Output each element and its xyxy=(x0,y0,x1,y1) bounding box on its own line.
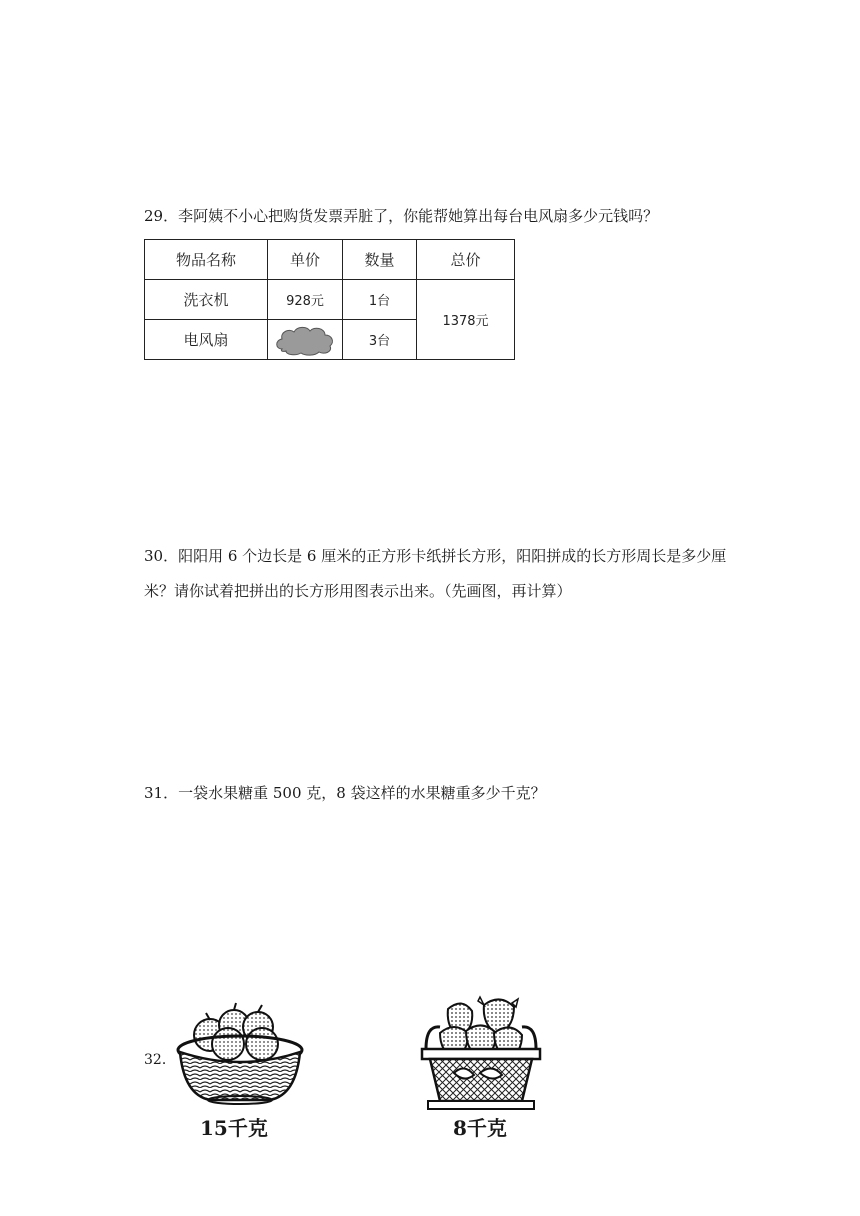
table-header-row xyxy=(145,240,515,280)
apple-weight-label: 15千克 xyxy=(200,1116,268,1140)
strawberry-weight-label: 8千克 xyxy=(453,1116,507,1140)
question-30-text-line1: 30．阳阳用 6 个边长是 6 厘米的正方形卡纸拼长方形，阳阳拼成的长方形周长是多少厘 xyxy=(144,547,727,565)
total-price: 1378元 xyxy=(417,280,515,360)
row-washer-quantity: 1台 xyxy=(343,280,417,320)
header-unit-price: 单价 xyxy=(268,240,343,280)
strawberry-basket-icon xyxy=(418,995,544,1113)
question-30-text-line2: 米？请你试着把拼出的长方形用图表示出来。（先画图，再计算） xyxy=(144,582,572,600)
apple-basket-icon xyxy=(170,1000,310,1110)
question-32-number: 32． xyxy=(144,1052,176,1068)
row-fan-price-stained xyxy=(268,320,343,360)
table-row xyxy=(145,280,515,320)
header-quantity: 数量 xyxy=(343,240,417,280)
invoice-table xyxy=(144,239,515,360)
header-item-name: 物品名称 xyxy=(145,240,268,280)
row-fan-quantity: 3台 xyxy=(343,320,417,360)
ink-blot-icon xyxy=(274,323,336,357)
header-total: 总价 xyxy=(417,240,515,280)
row-washer-name: 洗衣机 xyxy=(145,280,268,320)
question-29-text: 29．李阿姨不小心把购货发票弄脏了，你能帮她算出每台电风扇多少元钱吗？ xyxy=(144,207,659,225)
row-washer-price: 928元 xyxy=(268,280,343,320)
question-31-text: 31．一袋水果糖重 500 克，8 袋这样的水果糖重多少千克？ xyxy=(144,784,546,802)
row-fan-name: 电风扇 xyxy=(145,320,268,360)
